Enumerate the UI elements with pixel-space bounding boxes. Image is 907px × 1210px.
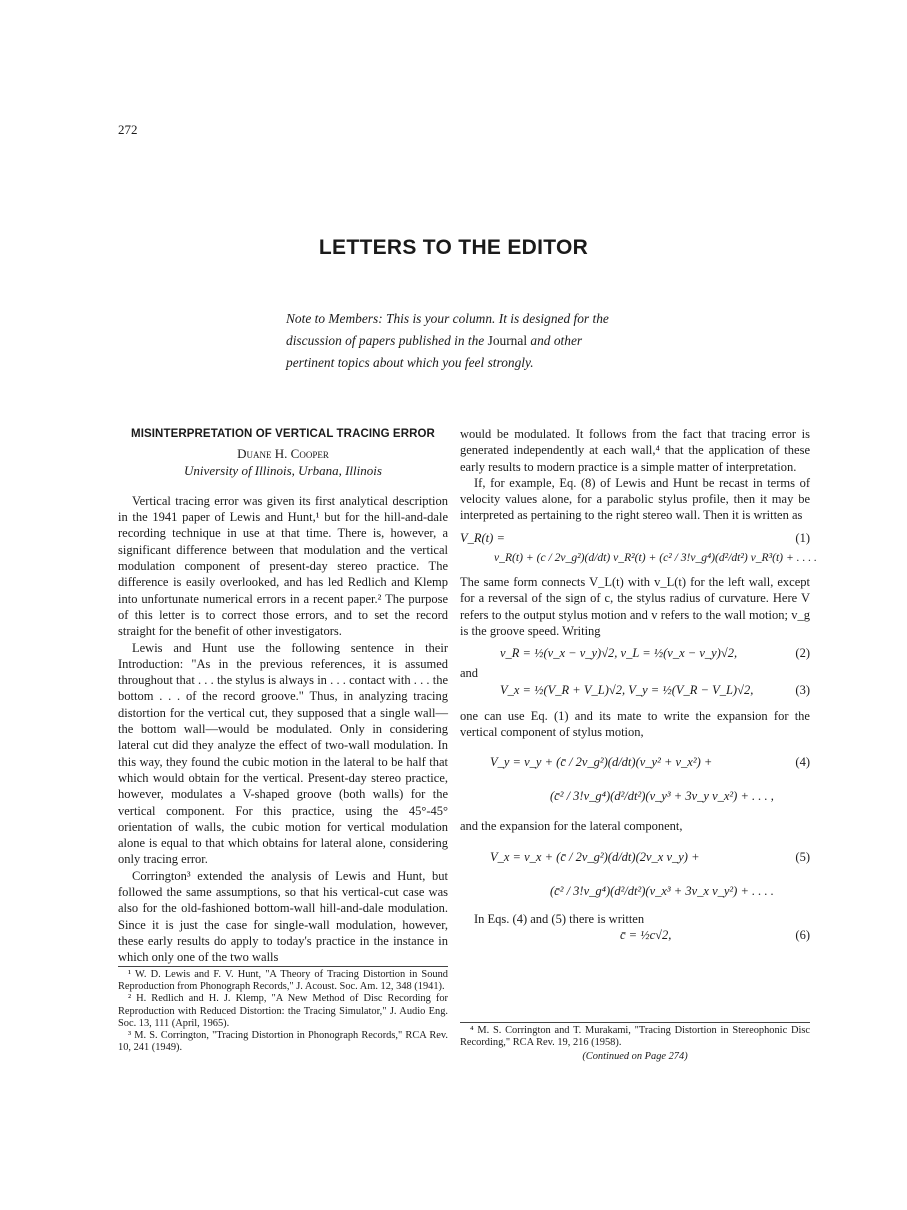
equation-2	[460, 645, 810, 665]
equation-number: (6)	[795, 928, 810, 943]
equation-number: (5)	[795, 849, 810, 864]
equation-1-rhs: v_R(t) + (c / 2v_g²)(d/dt) v_R²(t) + (c² / 3!v_g⁴)(d²/dt²) v_R³(t) + . . . .	[494, 550, 817, 564]
footnotes-left	[118, 966, 448, 1054]
equation-body: V_y = v_y + (c̄ / 2v_g²)(d/dt)(v_y² + v_x²) +	[490, 755, 713, 770]
article-author: Duane H. Cooper	[237, 446, 329, 462]
article-affiliation: University of Illinois, Urbana, Illinois	[184, 462, 382, 478]
equation-body: c̄ = ½c√2,	[620, 928, 672, 943]
article-title: MISINTERPRETATION OF VERTICAL TRACING ERROR	[131, 428, 435, 440]
equation-body: V_x = ½(V_R + V_L)√2, V_y = ½(V_R − V_L)√2,	[500, 682, 754, 697]
equation-body: V_x = v_x + (c̄ / 2v_g²)(d/dt)(2v_x v_y) +	[490, 849, 700, 864]
paragraph: Lewis and Hunt use the following sentence in their Introduction: "As in the previous references, it is assumed throughout that . . . the stylus is always in . . . contact with . . . the bottom . . . of the record groove." Thus, in analyzing tracing distortion for the vertical cut, they supposed that a single wall—the bottom wall—would be modulated. Only in considering lateral cut did they analyze the effect of two-wall modulation. In this way, they found the cubic motion in the lateral to be half that which would obtain for the vertical. Present-day stereo practice, however, modulates a V-shaped groove (both walls) for the vertical component. For this practice, using the 45°-45° orientation of walls, the cubic motion for vertical modulation alone is equal to that which obtains for lateral alone, considering only tracing error.	[118, 640, 448, 867]
equation-number: (1)	[795, 530, 810, 545]
page-number: 272	[118, 122, 138, 137]
equation-number: (4)	[795, 755, 810, 770]
note-journal: Journal	[487, 333, 528, 348]
equation-1	[460, 530, 810, 550]
section-title: LETTERS TO THE EDITOR	[318, 236, 589, 259]
footnote: ⁴ M. S. Corrington and T. Murakami, "Tracing Distortion in Stereophonic Disc Recording," RCA Rev. 19, 216 (1958).	[460, 1025, 810, 1049]
left-column	[118, 426, 448, 966]
footnote: ³ M. S. Corrington, "Tracing Distortion in Phonograph Records," RCA Rev. 10, 241 (1949).	[118, 1030, 448, 1054]
equation-5	[460, 849, 810, 869]
paragraph: one can use Eq. (1) and its mate to write the expansion for the vertical component of stylus motion,	[460, 708, 810, 739]
right-column	[460, 426, 817, 947]
paragraph: would be modulated. It follows from the fact that tracing error is generated independently at each wall,⁴ that the application of these early results to modern practice is a simple matter of interpretation.	[460, 427, 810, 474]
paragraph: In Eqs. (4) and (5) there is written	[474, 912, 645, 927]
footnotes-right	[460, 1022, 810, 1064]
editor-note	[286, 308, 626, 374]
equation-body: v_R = ½(v_x − v_y)√2, v_L = ½(v_x − v_y)√2,	[500, 646, 738, 661]
paragraph: If, for example, Eq. (8) of Lewis and Hunt be recast in terms of velocity values alone, for a parabolic stylus profile, then it may be interpreted as pertaining to the right stereo wall. Then it is written as	[460, 475, 810, 523]
footnote: ¹ W. D. Lewis and F. V. Hunt, "A Theory of Tracing Distortion in Sound Reproduction from Phonograph Records," J. Acoust. Soc. Am. 12, 348 (1941).	[118, 969, 448, 993]
equation-number: (2)	[795, 646, 810, 661]
continued-note: (Continued on Page 274)	[582, 1051, 688, 1063]
paragraph: and the expansion for the lateral component,	[460, 819, 683, 834]
paragraph: The same form connects V_L(t) with v_L(t) for the left wall, except for a reversal of the sign of c, the stylus radius of curvature. Here V refers to the output stylus motion and v refers to the wall motion; v_g is the groove speed. Writing	[460, 575, 810, 638]
note-suffix: and other pertinent topics about which you feel strongly.	[286, 333, 583, 370]
paragraph: and	[460, 666, 479, 681]
equation-lhs: V_R(t) =	[460, 530, 505, 545]
footnote: ² H. Redlich and H. J. Klemp, "A New Method of Disc Recording for Reproduction with Reduced Distortion: the Tracing Simulator," J. Audio Eng. Soc. 13, 111 (April, 1965).	[118, 993, 448, 1029]
equation-5-continued: (c̄² / 3!v_g⁴)(d²/dt²)(v_x³ + 3v_x v_y²) + . . . .	[550, 883, 774, 898]
equation-6	[460, 927, 810, 947]
paragraph: Vertical tracing error was given its first analytical description in the 1941 paper of Lewis and Hunt,¹ but for the hill-and-dale recording technique in use at that time. There is, however, a significant difference between that modulation and the vertical modulation component of present-day stereo practice. The difference is easily overlooked, and has led Redlich and Klemp into unfortunate numerical errors in a recent paper.² The purpose of this letter is to correct those errors, and to set the record straight for the benefit of other investigators.	[118, 493, 448, 639]
equation-3	[460, 682, 810, 702]
note-prefix: Note to Members: This is your column. It is designed for the discussion of papers published in the	[286, 311, 609, 348]
equation-4	[460, 754, 810, 774]
equation-number: (3)	[795, 682, 810, 697]
equation-4-continued: (c̄² / 3!v_g⁴)(d²/dt²)(v_y³ + 3v_y v_x²) + . . . ,	[550, 789, 774, 804]
paragraph: Corrington³ extended the analysis of Lewis and Hunt, but followed the same assumptions, so that his vertical-cut case was also for the old-fashioned bottom-wall hill-and-dale modulation. Since it is just the case for single-wall modulation, however, these early results do apply to today's practice in the instance in which only one of the two walls	[118, 868, 448, 965]
